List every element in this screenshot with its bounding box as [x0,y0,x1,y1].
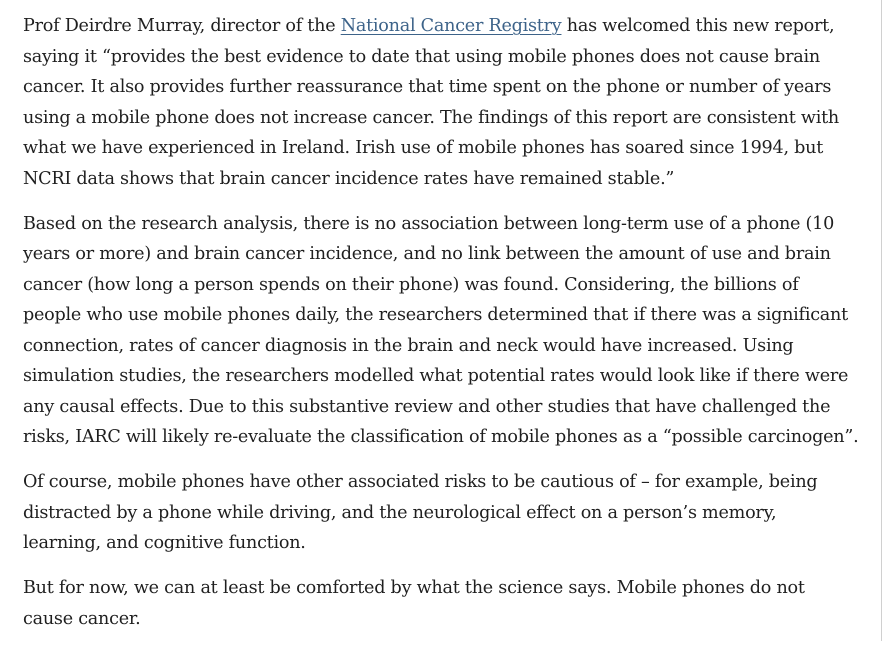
article-body [23,11,859,649]
paragraph-4: But for now, we can at least be comforted by what the science says. Mobile phones do not cause cancer. [23,578,805,629]
paragraph-1-intro: Prof Deirdre Murray, director of the [23,16,341,36]
page-edge-divider [881,0,882,641]
national-cancer-registry-link[interactable]: National Cancer Registry [340,16,562,36]
paragraph-3: Of course, mobile phones have other associated risks to be cautious of – for example, being distracted by a phone while driving, and the neurological effect on a person’s memory, learning, and cognitive function. [23,472,818,553]
paragraph-2: Based on the research analysis, there is no association between long-term use of a phone (10 years or more) and brain cancer incidence, and no link between the amount of use and brain cancer (how long a person spends on their phone) was found. Considering, the billions of people who use mobile phones daily, the researchers determined that if there was a significant connection, rates of cancer diagnosis in the brain and neck would have increased. Using simulation studies, the researchers modelled what potential rates would look like if there were any causal effects. Due to this substantive review and other studies that have challenged the risks, IARC will likely re-evaluate the classification of mobile phones as a “possible carcinogen”. [23,213,859,447]
paragraph-1 [23,11,859,194]
paragraph-1-rest: has welcomed this new report, saying it “provides the best evidence to date that using mobile phones does not cause brain cancer. It also provides further reassurance that time spent on the phone or number of years using a mobile phone does not increase cancer. The findings of this report are consistent with what we have experienced in Ireland. Irish use of mobile phones has soared since 1994, but NCRI data shows that brain cancer incidence rates have remained stable.” [23,16,839,189]
